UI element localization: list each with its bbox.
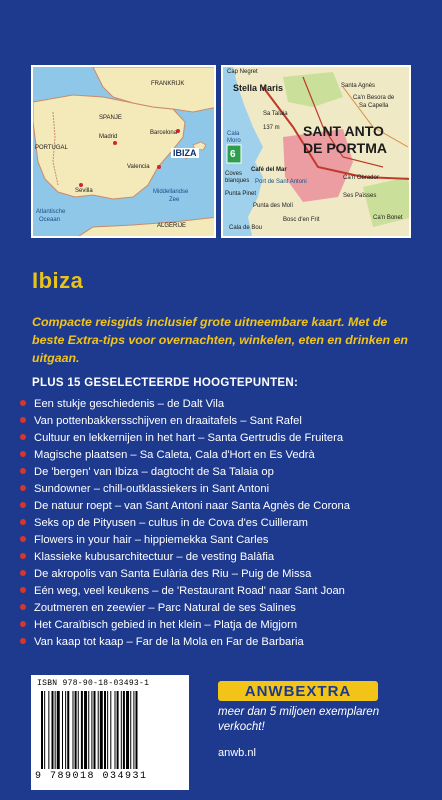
label-stella-maris: Stella Maris — [233, 83, 284, 93]
barcode-bar — [48, 691, 49, 769]
barcode-icon — [41, 691, 181, 769]
label-portugal: PORTUGAL — [35, 145, 68, 151]
brand-suffix: EXTRA — [295, 682, 352, 700]
barcode-bar — [73, 691, 74, 769]
barcode-bar — [41, 691, 43, 769]
list-item — [20, 498, 430, 515]
barcode-bar — [107, 691, 108, 769]
list-item-text: Sundowner – chill-outklassiekers in Sant Antoni — [34, 483, 270, 495]
list-item-text: Van kaap tot kaap – Far de la Mola en Far de Barbaria — [34, 636, 304, 648]
city-marker-sevilla — [79, 183, 83, 187]
label-sevilla: Sevilla — [75, 188, 93, 194]
barcode-digits: 9 789018 034931 — [35, 771, 148, 782]
label-blanques: blanques — [225, 178, 250, 184]
isbn-text: ISBN 978-90-18-03493-1 — [37, 679, 150, 688]
barcode-bar — [65, 691, 66, 769]
highlights-list — [20, 396, 430, 651]
label-sa-capella-2: Sa Capella — [359, 103, 389, 109]
barcode-bar — [81, 691, 83, 769]
list-item-text: Magische plaatsen – Sa Caleta, Cala d'Hort en Es Vedrà — [34, 449, 315, 461]
label-middellandse: Middellandse — [153, 189, 189, 195]
list-item — [20, 532, 430, 549]
list-item-text: Het Caraïbisch gebied in het klein – Platja de Migjorn — [34, 619, 298, 631]
list-item — [20, 583, 430, 600]
barcode-bar — [123, 691, 125, 769]
barcode-bar — [98, 691, 99, 769]
label-zee: Zee — [169, 197, 180, 203]
anwb-extra-logo — [218, 681, 378, 701]
label-algerije: ALGERIJE — [157, 223, 187, 229]
label-can-obrador: Ca'n Obrador — [343, 175, 379, 181]
label-coves: Coves — [225, 171, 243, 177]
label-oceaan: Oceaan — [39, 217, 61, 223]
label-spanje: SPANJE — [99, 115, 122, 121]
city-marker-valencia — [157, 165, 161, 169]
barcode-bar — [126, 691, 129, 769]
list-item-text: Klassieke kubusarchitectuur – de vesting Balàfia — [34, 551, 275, 563]
barcode-bar — [136, 691, 138, 769]
bullet-icon — [20, 451, 26, 457]
label-elevation: 137 m — [263, 125, 280, 131]
label-ibiza: IBIZA — [173, 148, 197, 158]
city-marker-madrid — [113, 141, 117, 145]
bullet-icon — [20, 400, 26, 406]
barcode-bar — [88, 691, 89, 769]
barcode-bar — [44, 691, 45, 769]
overview-map — [31, 65, 216, 238]
barcode-bar — [130, 691, 131, 769]
bullet-icon — [20, 638, 26, 644]
book-title: Ibiza — [32, 268, 84, 293]
bullet-icon — [20, 553, 26, 559]
bullet-icon — [20, 502, 26, 508]
list-item — [20, 464, 430, 481]
barcode-bar — [110, 691, 111, 769]
list-item — [20, 515, 430, 532]
label-bosc-en-frit: Bosc d'en Frit — [283, 217, 320, 223]
label-sant-anto: SANT ANTO — [303, 123, 384, 139]
list-item — [20, 549, 430, 566]
list-item-text: Flowers in your hair – hippiemekka Sant Carles — [34, 534, 269, 546]
barcode-box — [31, 675, 189, 790]
barcode-bar — [100, 691, 103, 769]
list-item-text: Seks op de Pityusen – cultus in de Cova d'es Cuilleram — [34, 517, 308, 529]
label-punta-des-moli: Punta des Molí — [253, 203, 294, 209]
label-valencia: Valencia — [127, 164, 150, 170]
list-item-text: De 'bergen' van Ibiza – dagtocht de Sa Talaia op — [34, 466, 274, 478]
list-item-text: Zoutmeren en zeewier – Parc Natural de ses Salines — [34, 602, 296, 614]
bullet-icon — [20, 604, 26, 610]
barcode-bar — [55, 691, 56, 769]
list-item — [20, 634, 430, 651]
bullet-icon — [20, 536, 26, 542]
list-item-text: De natuur roept – van Sant Antoni naar Santa Agnès de Corona — [34, 500, 350, 512]
label-santa-agnes: Santa Agnès — [341, 83, 376, 89]
bullet-icon — [20, 434, 26, 440]
highlights-heading: PLUS 15 GESELECTEERDE HOOGTEPUNTEN: — [32, 377, 299, 389]
barcode-bar — [62, 691, 63, 769]
label-punta-pinet: Punta Pinet — [225, 191, 257, 197]
list-item — [20, 396, 430, 413]
list-item-text: Cultuur en lekkernijen in het hart – Santa Gertrudis de Fruitera — [34, 432, 344, 444]
bullet-icon — [20, 621, 26, 627]
list-item-text: De akropolis van Santa Eulària des Riu – Puig de Missa — [34, 568, 312, 580]
list-item — [20, 481, 430, 498]
list-item-text: Van pottenbakkersschijven en draaitafels – Sant Rafel — [34, 415, 302, 427]
label-madrid: Madrid — [99, 134, 118, 140]
list-item — [20, 566, 430, 583]
website-link[interactable]: anwb.nl — [218, 747, 256, 759]
detail-map — [221, 65, 411, 238]
label-can-bonet: Ca'n Bonet — [373, 215, 403, 221]
africa-land — [73, 217, 216, 238]
label-sa-capella-1: Ca'n Besora de — [353, 95, 395, 101]
label-cafe-del-mar: Café del Mar — [251, 167, 287, 173]
bullet-icon — [20, 468, 26, 474]
label-frankrijk: FRANKRIJK — [151, 81, 185, 87]
barcode-bar — [91, 691, 92, 769]
barcode-bar — [94, 691, 96, 769]
label-atlantische: Atlantische — [36, 209, 66, 215]
intro-text: Compacte reisgids inclusief grote uitneembare kaart. Met de beste Extra-tips voor overnachten, winkelen, eten en drinken en uitgaan. — [32, 315, 408, 365]
list-item — [20, 447, 430, 464]
list-item-text: Een stukje geschiedenis – de Dalt Vila — [34, 398, 225, 410]
label-cap-negret: Cap Negret — [227, 69, 258, 75]
list-item — [20, 600, 430, 617]
barcode-bar — [104, 691, 106, 769]
bullet-icon — [20, 485, 26, 491]
barcode-bar — [67, 691, 69, 769]
poi-number: 6 — [230, 149, 236, 160]
barcode-bar — [57, 691, 60, 769]
barcode-bar — [84, 691, 87, 769]
label-de-portma: DE PORTMA — [303, 140, 387, 156]
label-cala-moro-2: Moro — [227, 138, 241, 144]
label-port-sant-antoni: Port de Sant Antoni — [255, 179, 307, 185]
barcode-bar — [78, 691, 79, 769]
list-item — [20, 430, 430, 447]
label-barcelona: Barcelona — [150, 130, 178, 136]
barcode-bar — [133, 691, 134, 769]
barcode-bar — [52, 691, 54, 769]
list-item-text: Eén weg, veel keukens – de 'Restaurant Road' naar Sant Joan — [34, 585, 345, 597]
bullet-icon — [20, 587, 26, 593]
list-item — [20, 617, 430, 634]
label-cala-de-bou: Cala de Bou — [229, 225, 263, 231]
barcode-bar — [115, 691, 116, 769]
label-cala-moro-1: Cala — [227, 131, 240, 137]
barcode-bar — [117, 691, 119, 769]
label-sa-talaia: Sa Talaia — [263, 111, 288, 117]
label-ses-paisses: Ses Païsses — [343, 193, 377, 199]
bullet-icon — [20, 519, 26, 525]
sales-tagline: meer dan 5 miljoen exemplaren verkocht! — [218, 706, 380, 733]
barcode-bar — [75, 691, 77, 769]
bullet-icon — [20, 570, 26, 576]
bullet-icon — [20, 417, 26, 423]
list-item — [20, 413, 430, 430]
barcode-bar — [121, 691, 122, 769]
brand-name: ANWB — [244, 682, 296, 700]
